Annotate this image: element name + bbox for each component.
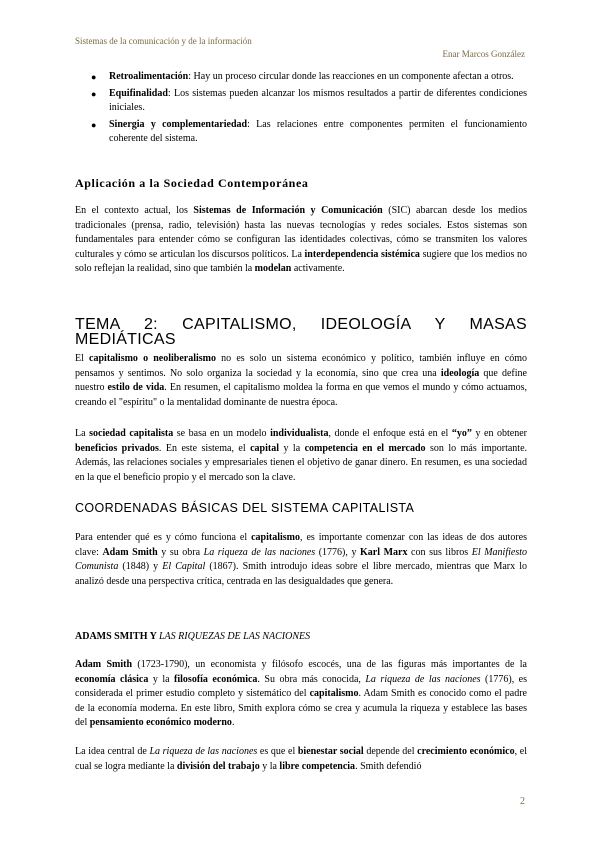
coordenadas-paragraph: Para entender qué es y cómo funciona el capitalismo, es importante comenzar con las ideas de dos autores clave: Adam Smith y su obra La riqueza de las naciones (1776), y Karl Marx con sus libros El Manifiesto Comunista (1848) y El Capital (1867). Smith introdujo ideas sobre el libre mercado, mientras que Marx lo analizó desde una perspectiva crítica, centrada en las desigualdades que genera. [75,532,527,587]
page-number: 2 [520,796,525,807]
list-item: ● Sinergia y complementariedad: Las relaciones entre componentes permiten el funcionamiento coherente del sistema. [91,118,528,144]
bullet-icon: ● [91,72,97,82]
header-author: Enar Marcos González [442,49,525,59]
list-item: ● Equifinalidad: Los sistemas pueden alcanzar los mismos resultados a partir de diferentes condiciones iniciales. [91,87,527,113]
tema2-paragraph-1: El capitalismo o neoliberalismo no es solo un sistema económico y político, también influye en cómo pensamos y sentimos. No solo organiza la sociedad y la economía, sino que crea una ideología que define nuestro estilo de vida. En resumen, el capitalismo moldea la forma en que vemos el mundo y cómo actuamos, creando el "espíritu" o la mentalidad dominante de nuestra época. [75,353,527,408]
adams-paragraph-2: La idea central de La riqueza de las naciones es que el bienestar social depende del crecimiento económico, el cual se logra mediante la división del trabajo y la libre competencia. Smith defendió [75,746,527,772]
adams-paragraph-1: Adam Smith (1723-1790), un economista y filósofo escocés, una de las figuras más importantes de la economía clásica y la filosofía económica. Su obra más conocida, La riqueza de las naciones (1776), es considerada el primer estudio completo y sistemático del capitalismo. Adam Smith es conocido como el padre de la economía moderna. En este libro, Smith explora cómo se crea y acumula la riqueza y establece las bases del pensamiento económico moderno. [75,659,528,728]
bullet-icon: ● [91,88,97,99]
section-heading: COORDENADAS BÁSICAS DEL SISTEMA CAPITALISTA [75,501,415,515]
aplicacion-paragraph: En el contexto actual, los Sistemas de Información y Comunicación (SIC) abarcan desde los medios tradicionales (prensa, radio, televisión) hasta las nuevas tecnologías y redes sociales. Estos sistemas son fundamentales para entender cómo se configuran las identidades colectivas, cómo se transmiten los valores culturales y cómo se articulan los discursos políticos. La interdependencia sistémica sugiere que los medios no solo reflejan la realidad, sino que también la modelan activamente. [75,205,528,274]
tema2-paragraph-2: La sociedad capitalista se basa en un modelo individualista, donde el enfoque está en el “yo” y en obtener beneficios privados. En este sistema, el capital y la competencia en el mercado son lo más importante. Además, las relaciones sociales y empresariales tienen el objetivo de ganar dinero. En resumen, es una sociedad en la que el beneficio propio y el mercado son la clave. [75,428,528,483]
section-heading: ADAMS SMITH Y LAS RIQUEZAS DE LAS NACIONES [75,631,311,642]
coordenadas-heading-wrap [75,501,527,516]
adams-heading-wrap [75,630,527,645]
bullet-list [75,70,527,147]
chapter-title: TEMA 2: CAPITALISMO, IDEOLOGÍA Y MASAS MEDIÁTICAS [75,316,527,348]
header-course: Sistemas de la comunicación y de la información [75,36,252,46]
tema2-heading-wrap [75,318,527,347]
list-item: ● Retroalimentación: Hay un proceso circular donde las reacciones en un componente afectan a otros. [75,70,527,85]
section-heading: Aplicación a la Sociedad Contemporánea [75,176,309,190]
bullet-icon: ● [91,119,97,130]
bullet-section [75,70,527,149]
aplicacion-section [75,176,527,191]
